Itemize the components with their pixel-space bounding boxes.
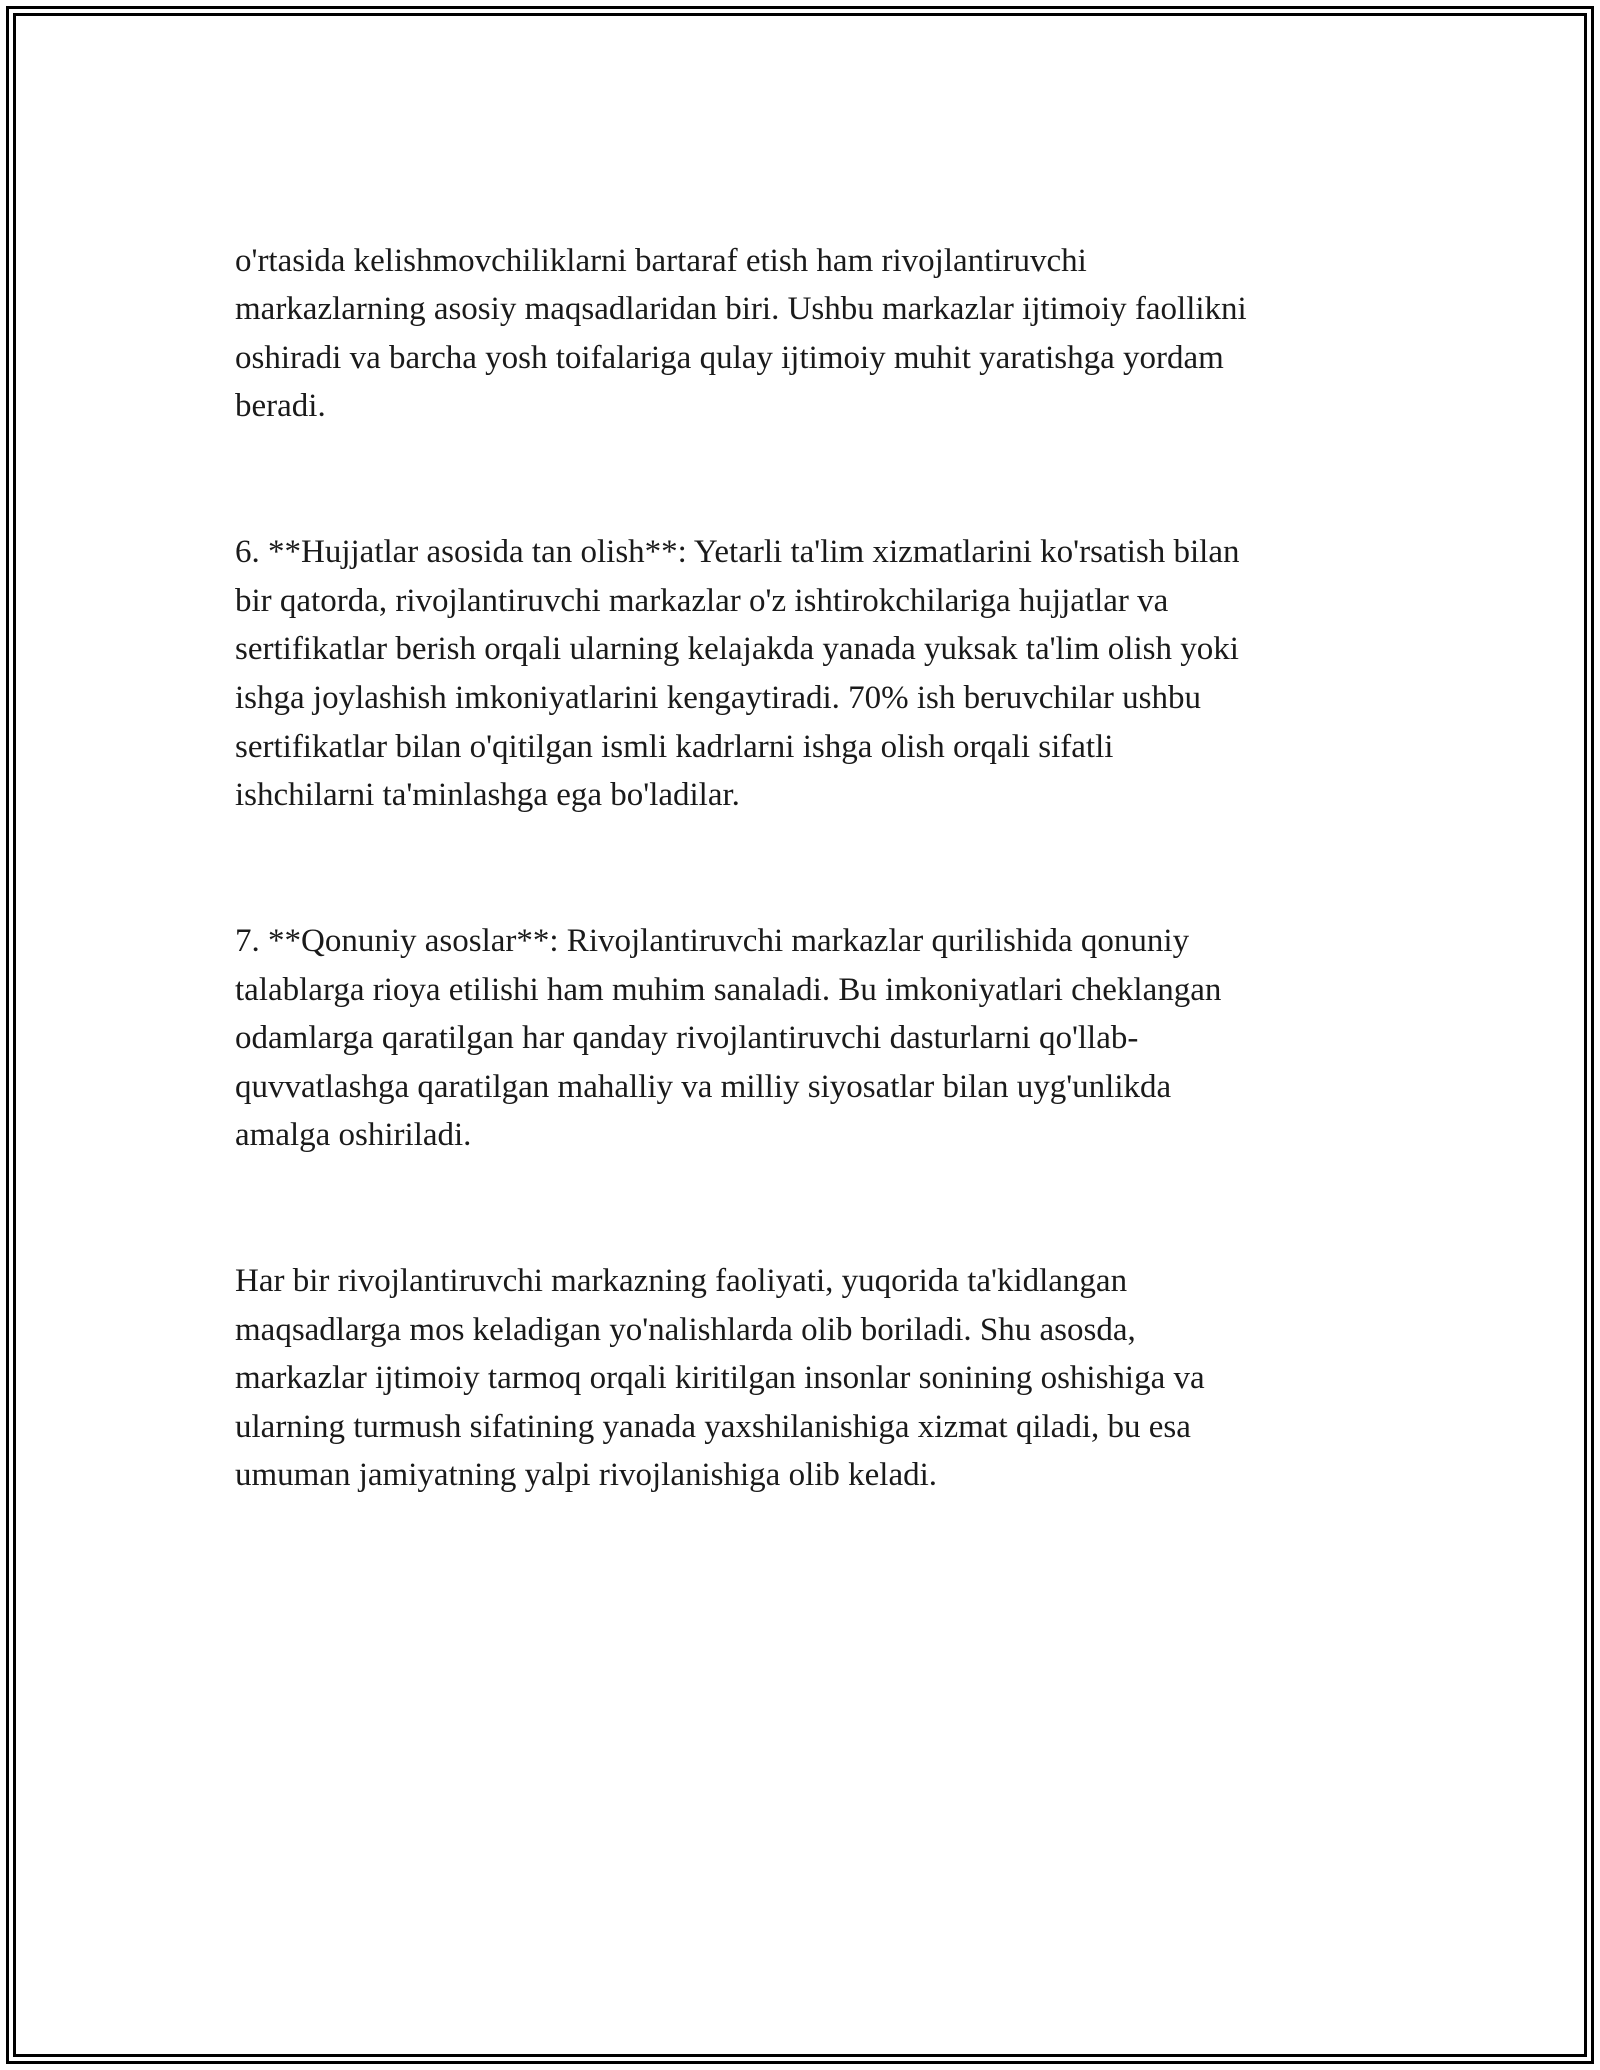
text-line: ishga joylashish imkoniyatlarini kengaytiradi. 70% ish beruvchilar ushbu: [235, 679, 1201, 716]
document-body: [235, 188, 1365, 1549]
text-line: ishchilarni ta'minlashga ega bo'ladilar.: [235, 777, 740, 814]
text-line: maqsadlarga mos keladigan yo'nalishlarda olib boriladi. Shu asosda,: [235, 1311, 1136, 1348]
text-line: Har bir rivojlantiruvchi markazning faoliyati, yuqorida ta'kidlangan: [235, 1263, 1128, 1300]
paragraph-intro-continuation: [235, 237, 1365, 431]
text-line: amalga oshiriladi.: [235, 1117, 472, 1154]
text-line: bir qatorda, rivojlantiruvchi markazlar o'z ishtirokchilariga hujjatlar va: [235, 582, 1169, 619]
text-line: o'rtasida kelishmovchiliklarni bartaraf etish ham rivojlantiruvchi: [235, 242, 1087, 279]
text-line: sertifikatlar bilan o'qitilgan ismli kadrlarni ishga olish orqali sifatli: [235, 728, 1114, 765]
paragraph-conclusion: [235, 1257, 1365, 1500]
paragraph-item-6: [235, 528, 1365, 820]
text-line: sertifikatlar berish orqali ularning kelajakda yanada yuksak ta'lim olish yoki: [235, 631, 1239, 668]
text-line: 6. **Hujjatlar asosida tan olish**: Yetarli ta'lim xizmatlarini ko'rsatish bilan: [235, 534, 1240, 571]
text-line: 7. **Qonuniy asoslar**: Rivojlantiruvchi markazlar qurilishida qonuniy: [235, 922, 1190, 959]
paragraph-item-7: [235, 917, 1365, 1160]
text-line: talablarga rioya etilishi ham muhim sanaladi. Bu imkoniyatlari cheklangan: [235, 971, 1222, 1008]
text-line: markazlar ijtimoiy tarmoq orqali kiritilgan insonlar sonining oshishiga va: [235, 1360, 1205, 1397]
text-line: quvvatlashga qaratilgan mahalliy va milliy siyosatlar bilan uyg'unlikda: [235, 1068, 1172, 1105]
text-line: beradi.: [235, 388, 326, 425]
text-line: umuman jamiyatning yalpi rivojlanishiga olib keladi.: [235, 1457, 938, 1494]
text-line: odamlarga qaratilgan har qanday rivojlantiruvchi dasturlarni qo'llab-: [235, 1020, 1139, 1057]
text-line: oshiradi va barcha yosh toifalariga qulay ijtimoiy muhit yaratishga yordam: [235, 339, 1224, 376]
text-line: markazlarning asosiy maqsadlaridan biri. Ushbu markazlar ijtimoiy faollikni: [235, 291, 1247, 328]
text-line: ularning turmush sifatining yanada yaxshilanishiga xizmat qiladi, bu esa: [235, 1408, 1191, 1445]
